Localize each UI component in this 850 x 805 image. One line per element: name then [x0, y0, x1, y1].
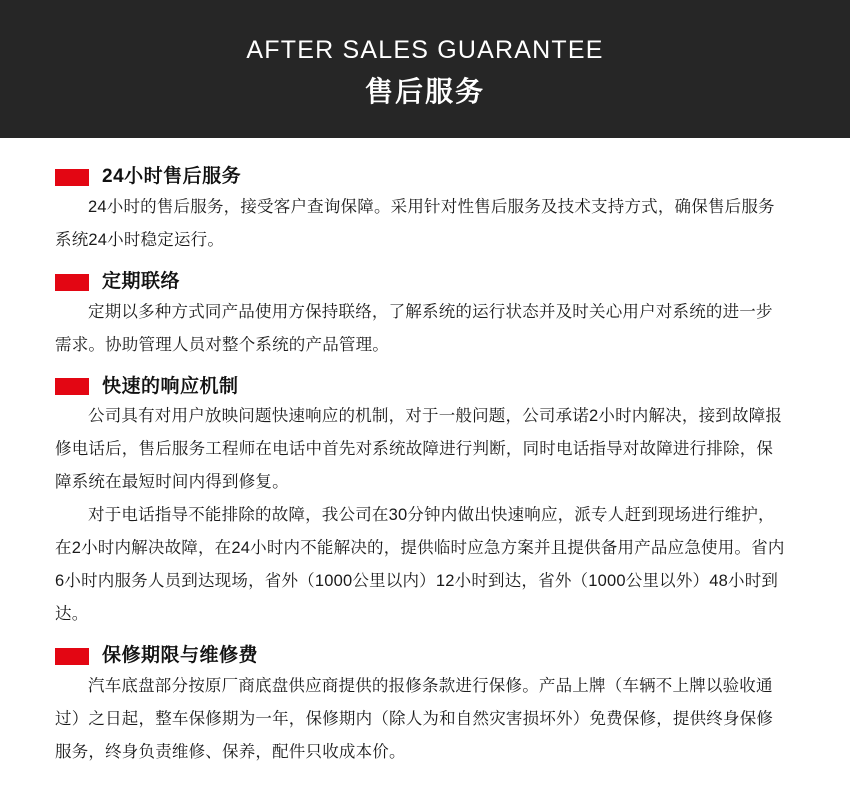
section-rapid-response: [55, 376, 795, 632]
section-heading: [55, 166, 795, 189]
red-square-bullet-icon: [55, 648, 89, 665]
banner-title-chinese: 售后服务: [364, 76, 485, 108]
red-square-bullet-icon: [55, 274, 89, 291]
section-regular-contact: [55, 271, 795, 362]
section-heading: [55, 645, 795, 668]
section-warranty-period: [55, 645, 795, 769]
section-title: 保修期限与维修费: [102, 645, 259, 667]
section-24-hour-service: [55, 166, 795, 257]
page-banner: [0, 0, 850, 138]
red-square-bullet-icon: [55, 378, 89, 395]
section-title: 定期联络: [102, 270, 181, 292]
banner-title-english: AFTER SALES GUARANTEE: [246, 36, 604, 65]
section-paragraph: 汽车底盘部分按原厂商底盘供应商提供的报修条款进行保修。产品上牌（车辆不上牌以验收通过）之日起，整车保修期为一年，保修期内（除人为和自然灾害损坏外）免费保修，提供终身保修服务，终身负责维修、保养，配件只收成本价。: [55, 677, 774, 762]
section-paragraph: 对于电话指导不能排除的故障，我公司在30分钟内做出快速响应，派专人赶到现场进行维护，在2小时内解决故障，在24小时内不能解决的，提供临时应急方案并且提供备用产品应急使用。省内6小时内服务人员到达现场，省外（1000公里以内）12小时到达，省外（1000公里以外）48小时到达。: [55, 506, 785, 624]
section-title: 快速的响应机制: [102, 375, 239, 397]
content-body: [0, 138, 850, 769]
section-paragraph: 公司具有对用户放映问题快速响应的机制，对于一般问题，公司承诺2小时内解决，接到故障报修电话后，售后服务工程师在电话中首先对系统故障进行判断，同时电话指导对故障进行排除，保障系统在最短时间内得到修复。: [55, 407, 783, 492]
section-paragraph: 定期以多种方式同产品使用方保持联络，了解系统的运行状态并及时关心用户对系统的进一步需求。协助管理人员对整个系统的产品管理。: [55, 302, 773, 354]
section-title: 24小时售后服务: [102, 166, 242, 187]
section-heading: [55, 271, 795, 294]
section-heading: [55, 376, 795, 399]
section-paragraph: 24小时的售后服务，接受客户查询保障。采用针对性售后服务及技术支持方式，确保售后服务系统24小时稳定运行。: [55, 197, 775, 249]
red-square-bullet-icon: [55, 169, 89, 186]
